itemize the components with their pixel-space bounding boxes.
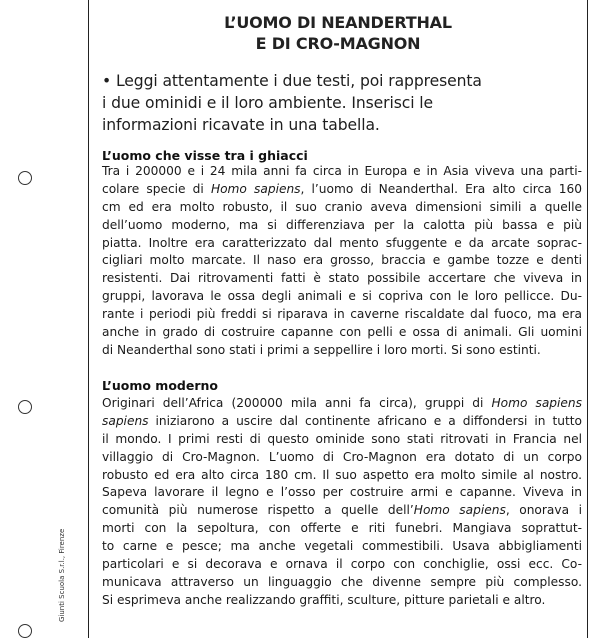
text-run: piatta. Inoltre era caratterizzato dal mento sfuggente e da arcate soprac-: [102, 235, 582, 250]
text-run: di Neanderthal sono stati i primi a seppellire i loro morti. Si sono estinti.: [102, 342, 541, 357]
text-run: resistenti. Dai ritrovamenti fatti è stato possibile accertare che viveva in: [102, 271, 582, 286]
text-line: [102, 252, 582, 270]
text-line: [102, 288, 582, 306]
text-line: [102, 413, 582, 431]
text-run: to carne e pesce; ma anche vegetali commestibili. Usava abbigliamenti: [102, 539, 582, 554]
text-line: [102, 574, 582, 592]
text-line: [102, 270, 582, 288]
publisher-credit: Giunti Scuola S.r.l., Firenze: [58, 528, 66, 622]
text-run: il mondo. I primi resti di questo ominide sono stati ritrovati in Francia nel: [102, 431, 582, 446]
instruction: [102, 70, 580, 136]
text-line: [102, 199, 582, 217]
binder-hole: [18, 624, 32, 638]
text-line: [102, 217, 582, 235]
page-title-line-2: E DI CRO-MAGNON: [255, 34, 421, 53]
text-line: [102, 342, 582, 360]
text-run: sapiens: [102, 413, 149, 428]
text-line: [102, 467, 582, 485]
binder-hole: [18, 171, 32, 185]
text-line: [102, 324, 582, 342]
text-run: cm ed era molto robusto, il suo cranio aveva dimensioni simili a quelle: [102, 199, 582, 214]
bullet-icon: •: [102, 72, 112, 90]
instruction-line: informazioni ricavate in una tabella.: [102, 116, 380, 134]
text-line: [102, 181, 582, 199]
section-text-neanderthal: [102, 163, 582, 360]
text-run: municava attraverso un linguaggio che divenne sempre più complesso.: [102, 574, 582, 589]
text-run: Homo sapiens: [413, 503, 506, 518]
instruction-line: i due ominidi e il loro ambiente. Inserisci le: [102, 94, 434, 112]
text-run: dell’uomo moderno, ma si differenziava per la calotta più bassa e più: [102, 217, 582, 232]
text-run: , l’uomo di Neanderthal. Era alto circa 160: [300, 181, 582, 196]
text-line: [102, 538, 582, 556]
text-run: Homo sapiens: [210, 181, 301, 196]
text-run: iniziarono a uscire dal continente africano e a diffondersi in tutto: [148, 413, 582, 428]
text-run: Tra i 200000 e i 24 mila anni fa circa in Europa e in Asia viveva una parti-: [102, 164, 582, 178]
text-run: anche in grado di costruire capanne con pelli e ossa di animali. Gli uomini: [102, 325, 582, 340]
text-line: [102, 592, 582, 610]
text-line: [102, 395, 582, 413]
text-line: [102, 431, 582, 449]
text-run: morti con la sepoltura, con offerte e riti funebri. Mangiava soprattut-: [102, 521, 582, 536]
text-run: Sapeva lavorare il legno e l’osso per costruire armi e capanne. Viveva in: [102, 485, 582, 500]
text-line: [102, 556, 582, 574]
text-line: [102, 484, 582, 502]
section-text-modern-man: [102, 395, 582, 610]
text-run: , onorava i: [505, 503, 582, 518]
text-line: [102, 306, 582, 324]
text-run: robusto ed era alto circa 180 cm. Il suo aspetto era molto simile al nostro.: [102, 467, 582, 482]
text-line: [102, 163, 582, 181]
text-run: particolari e si decorava e ornava il corpo con conchiglie, ossi ecc. Co-: [102, 557, 582, 572]
text-run: cigliari molto marcate. Il naso era grosso, braccia e gambe tozze e denti: [102, 253, 582, 268]
text-line: [102, 235, 582, 253]
text-run: comunità più numerose rispetto a quelle dell’: [102, 503, 414, 518]
text-run: colare specie di: [102, 181, 211, 196]
text-line: [102, 520, 582, 538]
text-run: Homo sapiens: [491, 396, 582, 410]
text-line: [102, 449, 582, 467]
text-run: villaggio di Cro-Magnon. L’uomo di Cro-Magnon era dotato di un corpo: [102, 449, 582, 464]
instruction-line: • Leggi attentamente i due testi, poi rappresenta: [102, 72, 482, 90]
binder-hole: [18, 400, 32, 414]
text-line: [102, 502, 582, 520]
section-heading-neanderthal: L’uomo che visse tra i ghiacci: [102, 148, 308, 163]
text-run: Si esprimeva anche realizzando graffiti, sculture, pitture parietali e altro.: [102, 592, 546, 607]
text-run: gruppi, lavorava le ossa degli animali e si copriva con le loro pellicce. Du-: [102, 289, 582, 304]
page-title: L’UOMO DI NEANDERTHAL: [224, 13, 452, 32]
section-heading-modern-man: L’uomo moderno: [102, 378, 218, 393]
text-run: rante i periodi più freddi si riparava in caverne riscaldate dal fuoco, ma era: [102, 307, 582, 322]
text-run: Originari dell’Africa (200000 mila anni fa circa), gruppi di: [102, 396, 492, 410]
